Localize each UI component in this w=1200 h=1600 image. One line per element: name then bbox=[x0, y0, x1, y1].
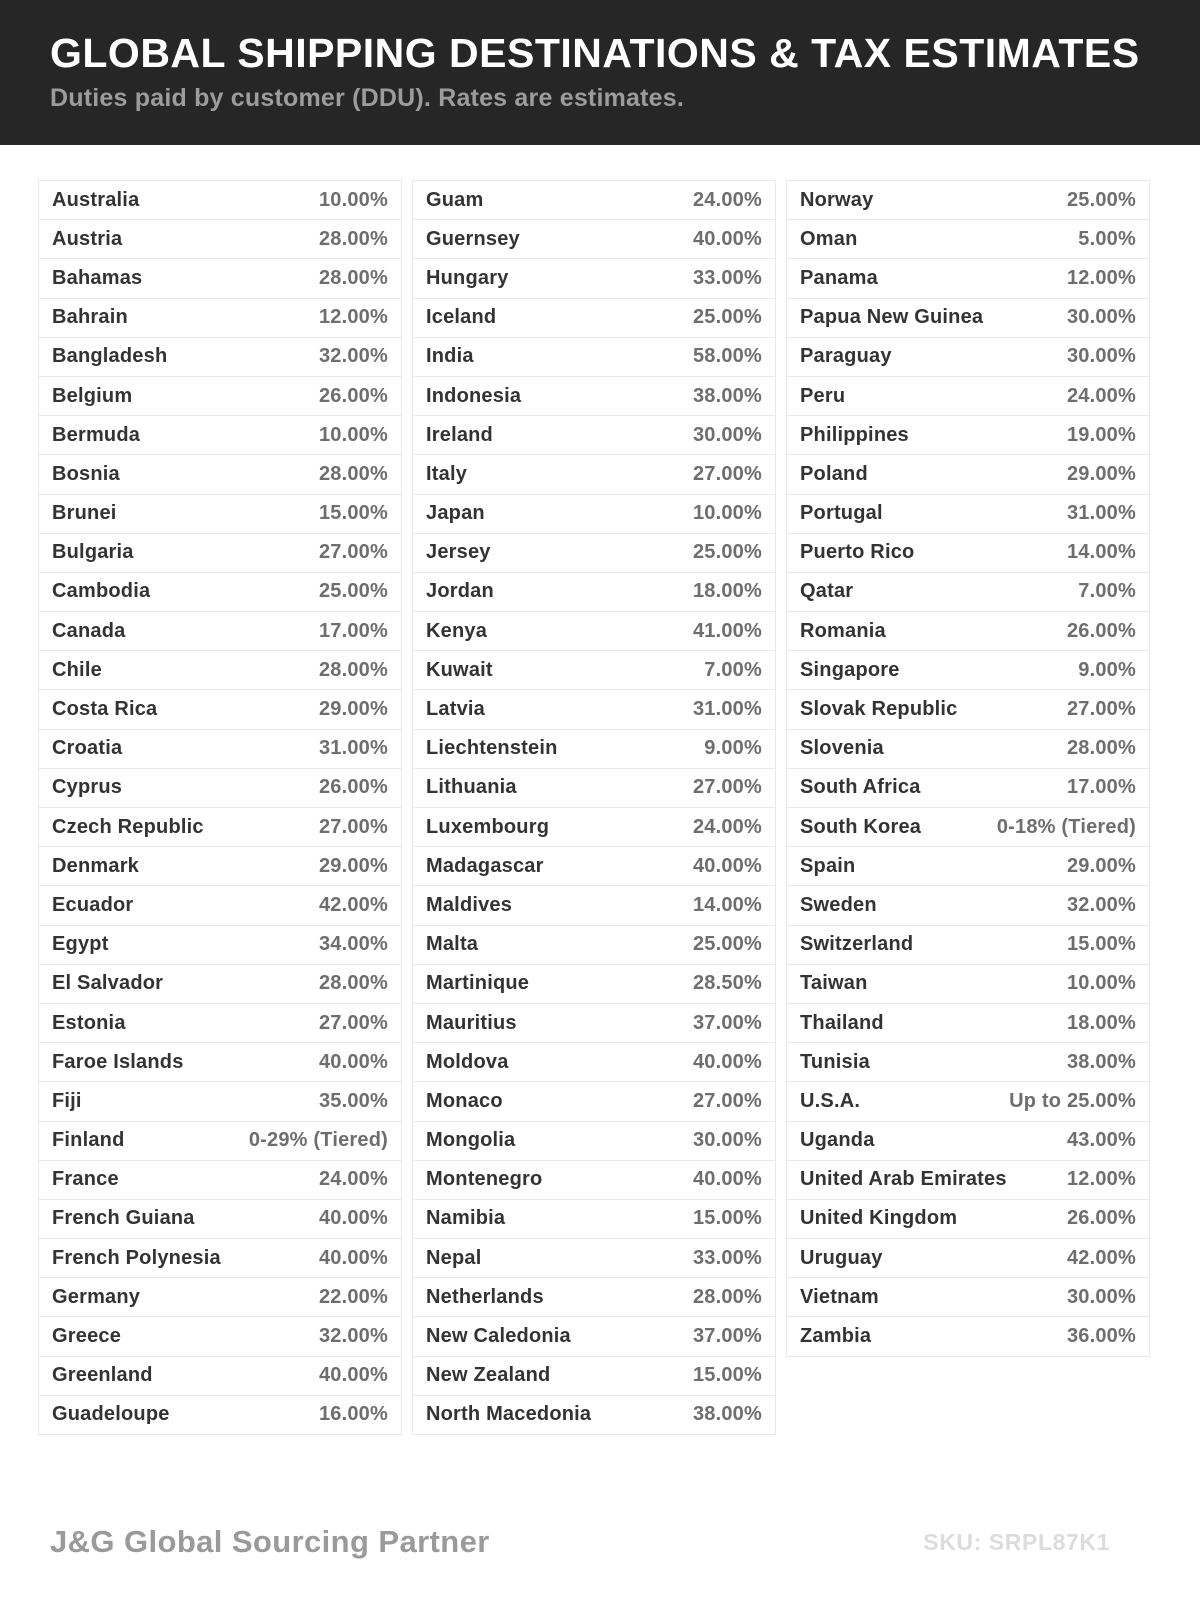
country-label: Bahrain bbox=[52, 306, 128, 329]
country-label: Bermuda bbox=[52, 423, 141, 446]
tax-rate-value: 24.00% bbox=[692, 815, 762, 838]
table-row bbox=[413, 377, 775, 416]
tax-rate-value: 10.00% bbox=[318, 423, 388, 446]
tax-rate-value: 28.00% bbox=[692, 1285, 762, 1308]
table-row bbox=[787, 299, 1149, 338]
tax-rate-value: 31.00% bbox=[692, 698, 762, 721]
country-label: Bahamas bbox=[52, 266, 143, 289]
table-column-1 bbox=[38, 180, 402, 1435]
table-row bbox=[787, 1122, 1149, 1161]
tax-rate-value: 32.00% bbox=[1066, 893, 1136, 916]
country-label: Greenland bbox=[52, 1364, 153, 1387]
tax-rate-value: 0-18% (Tiered) bbox=[996, 815, 1136, 838]
country-label: Malta bbox=[426, 933, 479, 956]
tax-rate-value: 25.00% bbox=[1066, 188, 1136, 211]
table-row bbox=[413, 534, 775, 573]
tax-rate-value: 31.00% bbox=[1066, 502, 1136, 525]
country-label: Spain bbox=[800, 854, 856, 877]
country-label: Slovak Republic bbox=[800, 698, 958, 721]
country-label: United Arab Emirates bbox=[800, 1168, 1007, 1191]
country-label: Costa Rica bbox=[52, 698, 158, 721]
country-label: Oman bbox=[800, 227, 858, 250]
tax-rate-value: 29.00% bbox=[1066, 854, 1136, 877]
country-label: Croatia bbox=[52, 737, 123, 760]
table-row bbox=[39, 299, 401, 338]
country-label: North Macedonia bbox=[426, 1403, 592, 1426]
tax-rate-value: 17.00% bbox=[318, 619, 388, 642]
table-row bbox=[787, 1082, 1149, 1121]
table-row bbox=[39, 769, 401, 808]
tax-rate-value: 32.00% bbox=[318, 345, 388, 368]
table-row bbox=[787, 965, 1149, 1004]
country-label: Panama bbox=[800, 266, 878, 289]
tax-rate-value: 26.00% bbox=[1066, 619, 1136, 642]
country-label: Zambia bbox=[800, 1325, 872, 1348]
tax-rate-value: 7.00% bbox=[1078, 580, 1136, 603]
tax-rate-value: 40.00% bbox=[692, 1050, 762, 1073]
table-row bbox=[413, 573, 775, 612]
country-label: Moldova bbox=[426, 1050, 509, 1073]
tax-rate-value: 24.00% bbox=[692, 188, 762, 211]
table-row bbox=[39, 534, 401, 573]
country-label: Lithuania bbox=[426, 776, 517, 799]
tax-rate-value: 40.00% bbox=[318, 1364, 388, 1387]
tax-rate-value: 40.00% bbox=[318, 1207, 388, 1230]
country-label: Papua New Guinea bbox=[800, 306, 984, 329]
tax-rate-value: 10.00% bbox=[1066, 972, 1136, 995]
tax-rate-value: 28.00% bbox=[1066, 737, 1136, 760]
tax-rate-value: 24.00% bbox=[1066, 384, 1136, 407]
country-label: Ecuador bbox=[52, 893, 134, 916]
table-row bbox=[413, 1122, 775, 1161]
tax-rate-value: 10.00% bbox=[692, 502, 762, 525]
tax-rate-value: 38.00% bbox=[692, 1403, 762, 1426]
tax-rate-value: 7.00% bbox=[704, 658, 762, 681]
tax-rate-value: 15.00% bbox=[1066, 933, 1136, 956]
tax-rate-value: 9.00% bbox=[1078, 658, 1136, 681]
table-row bbox=[413, 651, 775, 690]
tax-rate-value: 24.00% bbox=[318, 1168, 388, 1191]
tax-rate-value: 31.00% bbox=[318, 737, 388, 760]
country-label: Chile bbox=[52, 658, 102, 681]
country-label: Japan bbox=[426, 502, 485, 525]
table-row bbox=[39, 220, 401, 259]
table-row bbox=[413, 808, 775, 847]
country-label: Sweden bbox=[800, 893, 877, 916]
tax-rate-value: 12.00% bbox=[318, 306, 388, 329]
tax-rate-value: 15.00% bbox=[692, 1364, 762, 1387]
table-row bbox=[413, 965, 775, 1004]
table-row bbox=[39, 1317, 401, 1356]
country-label: Jersey bbox=[426, 541, 491, 564]
country-label: Uganda bbox=[800, 1129, 875, 1152]
table-row bbox=[39, 1082, 401, 1121]
table-row bbox=[413, 769, 775, 808]
tax-rate-value: 27.00% bbox=[1066, 698, 1136, 721]
table-row bbox=[39, 573, 401, 612]
table-row bbox=[39, 181, 401, 220]
tax-rate-value: 22.00% bbox=[318, 1285, 388, 1308]
tax-rate-value: 37.00% bbox=[692, 1325, 762, 1348]
country-label: India bbox=[426, 345, 474, 368]
table-row bbox=[39, 886, 401, 925]
tax-rate-value: 40.00% bbox=[692, 227, 762, 250]
table-row bbox=[413, 926, 775, 965]
tax-rate-value: 43.00% bbox=[1066, 1129, 1136, 1152]
table-row bbox=[787, 1043, 1149, 1082]
table-row bbox=[787, 220, 1149, 259]
table-row bbox=[413, 886, 775, 925]
table-row bbox=[39, 455, 401, 494]
country-label: Puerto Rico bbox=[800, 541, 915, 564]
table-row bbox=[39, 612, 401, 651]
country-label: Liechtenstein bbox=[426, 737, 558, 760]
country-label: Tunisia bbox=[800, 1050, 870, 1073]
country-label: Thailand bbox=[800, 1011, 884, 1034]
tax-rate-value: 26.00% bbox=[1066, 1207, 1136, 1230]
table-row bbox=[413, 1239, 775, 1278]
country-label: Finland bbox=[52, 1129, 125, 1152]
country-label: Uruguay bbox=[800, 1246, 883, 1269]
tax-rate-value: 9.00% bbox=[704, 737, 762, 760]
tax-rate-value: 40.00% bbox=[318, 1050, 388, 1073]
country-label: Guam bbox=[426, 188, 484, 211]
page-title: GLOBAL SHIPPING DESTINATIONS & TAX ESTIMATES bbox=[50, 29, 1140, 76]
country-label: Montenegro bbox=[426, 1168, 543, 1191]
brand-name: J&G Global Sourcing Partner bbox=[50, 1524, 490, 1559]
tax-rate-value: 29.00% bbox=[318, 854, 388, 877]
table-row bbox=[413, 259, 775, 298]
table-row bbox=[413, 455, 775, 494]
table-row bbox=[787, 338, 1149, 377]
tax-rate-value: 38.00% bbox=[692, 384, 762, 407]
table-row bbox=[413, 220, 775, 259]
country-label: Paraguay bbox=[800, 345, 892, 368]
table-row bbox=[413, 1200, 775, 1239]
table-row bbox=[39, 1239, 401, 1278]
table-row bbox=[39, 1278, 401, 1317]
table-row bbox=[39, 847, 401, 886]
table-row bbox=[787, 1317, 1149, 1355]
country-label: Bulgaria bbox=[52, 541, 134, 564]
tax-rate-value: 28.00% bbox=[318, 972, 388, 995]
table-row bbox=[39, 1161, 401, 1200]
country-label: Canada bbox=[52, 619, 126, 642]
page-header bbox=[0, 0, 1200, 145]
country-label: Australia bbox=[52, 188, 140, 211]
table-row bbox=[787, 926, 1149, 965]
tax-rate-value: 10.00% bbox=[318, 188, 388, 211]
country-label: Romania bbox=[800, 619, 886, 642]
country-label: Jordan bbox=[426, 580, 494, 603]
tax-rate-value: Up to 25.00% bbox=[1009, 1089, 1136, 1112]
tax-rate-value: 40.00% bbox=[692, 854, 762, 877]
tax-rate-value: 28.00% bbox=[318, 658, 388, 681]
tax-rate-value: 42.00% bbox=[1066, 1246, 1136, 1269]
table-row bbox=[787, 690, 1149, 729]
table-row bbox=[787, 181, 1149, 220]
country-label: Cambodia bbox=[52, 580, 151, 603]
tax-rate-value: 40.00% bbox=[692, 1168, 762, 1191]
tax-rate-value: 26.00% bbox=[318, 384, 388, 407]
table-row bbox=[39, 965, 401, 1004]
country-label: Hungary bbox=[426, 266, 509, 289]
table-row bbox=[413, 338, 775, 377]
table-row bbox=[787, 1200, 1149, 1239]
country-label: Guernsey bbox=[426, 227, 520, 250]
table-row bbox=[39, 1396, 401, 1434]
tax-rate-value: 58.00% bbox=[692, 345, 762, 368]
country-label: Madagascar bbox=[426, 854, 544, 877]
country-label: Brunei bbox=[52, 502, 117, 525]
tax-rate-value: 16.00% bbox=[318, 1403, 388, 1426]
country-label: Czech Republic bbox=[52, 815, 204, 838]
table-row bbox=[413, 1043, 775, 1082]
country-label: Italy bbox=[426, 462, 468, 485]
tax-rate-value: 41.00% bbox=[692, 619, 762, 642]
table-row bbox=[787, 1004, 1149, 1043]
table-row bbox=[413, 495, 775, 534]
table-row bbox=[39, 259, 401, 298]
table-row bbox=[39, 377, 401, 416]
tax-rate-table bbox=[38, 180, 1150, 1435]
tax-rate-value: 30.00% bbox=[1066, 345, 1136, 368]
country-label: South Korea bbox=[800, 815, 922, 838]
table-row bbox=[39, 495, 401, 534]
tax-rate-value: 27.00% bbox=[318, 815, 388, 838]
table-row bbox=[39, 651, 401, 690]
country-label: Iceland bbox=[426, 306, 497, 329]
country-label: Maldives bbox=[426, 893, 513, 916]
table-row bbox=[413, 1082, 775, 1121]
country-label: Martinique bbox=[426, 972, 530, 995]
country-label: Cyprus bbox=[52, 776, 123, 799]
tax-rate-value: 25.00% bbox=[692, 933, 762, 956]
tax-rate-value: 35.00% bbox=[318, 1089, 388, 1112]
country-label: Portugal bbox=[800, 502, 883, 525]
table-row bbox=[787, 377, 1149, 416]
table-row bbox=[39, 1357, 401, 1396]
country-label: French Guiana bbox=[52, 1207, 195, 1230]
tax-rate-value: 40.00% bbox=[318, 1246, 388, 1269]
table-row bbox=[787, 1161, 1149, 1200]
country-label: Taiwan bbox=[800, 972, 868, 995]
tax-rate-value: 14.00% bbox=[1066, 541, 1136, 564]
table-row bbox=[39, 1043, 401, 1082]
tax-rate-value: 25.00% bbox=[692, 306, 762, 329]
country-label: Slovenia bbox=[800, 737, 884, 760]
country-label: South Africa bbox=[800, 776, 921, 799]
table-row bbox=[787, 886, 1149, 925]
table-row bbox=[787, 495, 1149, 534]
country-label: Mongolia bbox=[426, 1129, 516, 1152]
country-label: Kuwait bbox=[426, 658, 493, 681]
table-row bbox=[413, 847, 775, 886]
sku-label: SKU: SRPL87K1 bbox=[923, 1528, 1110, 1555]
country-label: Latvia bbox=[426, 698, 486, 721]
country-label: Poland bbox=[800, 462, 868, 485]
table-row bbox=[413, 1278, 775, 1317]
country-label: U.S.A. bbox=[800, 1089, 861, 1112]
table-row bbox=[787, 808, 1149, 847]
table-row bbox=[413, 1357, 775, 1396]
tax-rate-value: 28.00% bbox=[318, 462, 388, 485]
country-label: Nepal bbox=[426, 1246, 482, 1269]
tax-rate-value: 33.00% bbox=[692, 1246, 762, 1269]
table-row bbox=[787, 651, 1149, 690]
table-row bbox=[39, 808, 401, 847]
table-row bbox=[787, 1278, 1149, 1317]
country-label: France bbox=[52, 1168, 119, 1191]
country-label: Denmark bbox=[52, 854, 139, 877]
tax-rate-value: 28.00% bbox=[318, 227, 388, 250]
country-label: New Caledonia bbox=[426, 1325, 571, 1348]
tax-rate-value: 12.00% bbox=[1066, 266, 1136, 289]
tax-rate-value: 12.00% bbox=[1066, 1168, 1136, 1191]
country-label: Belgium bbox=[52, 384, 133, 407]
country-label: Ireland bbox=[426, 423, 493, 446]
table-row bbox=[787, 847, 1149, 886]
table-row bbox=[39, 1122, 401, 1161]
table-row bbox=[413, 299, 775, 338]
country-label: Netherlands bbox=[426, 1285, 544, 1308]
table-row bbox=[39, 926, 401, 965]
country-label: Namibia bbox=[426, 1207, 506, 1230]
tax-rate-value: 30.00% bbox=[692, 1129, 762, 1152]
table-row bbox=[39, 416, 401, 455]
tax-rate-value: 18.00% bbox=[1066, 1011, 1136, 1034]
tax-rate-value: 15.00% bbox=[318, 502, 388, 525]
country-label: Monaco bbox=[426, 1089, 503, 1112]
table-row bbox=[413, 730, 775, 769]
tax-rate-value: 28.00% bbox=[318, 266, 388, 289]
page-footer bbox=[50, 1524, 1110, 1560]
country-label: Estonia bbox=[52, 1011, 126, 1034]
tax-rate-value: 29.00% bbox=[1066, 462, 1136, 485]
country-label: Bosnia bbox=[52, 462, 120, 485]
table-column-2 bbox=[412, 180, 776, 1435]
country-label: Norway bbox=[800, 188, 874, 211]
table-row bbox=[413, 1161, 775, 1200]
country-label: Faroe Islands bbox=[52, 1050, 184, 1073]
tax-rate-value: 26.00% bbox=[318, 776, 388, 799]
country-label: Indonesia bbox=[426, 384, 522, 407]
table-row bbox=[39, 338, 401, 377]
tax-rate-value: 42.00% bbox=[318, 893, 388, 916]
country-label: Peru bbox=[800, 384, 846, 407]
tax-rate-value: 27.00% bbox=[318, 1011, 388, 1034]
tax-rate-value: 30.00% bbox=[1066, 306, 1136, 329]
tax-rate-value: 36.00% bbox=[1066, 1325, 1136, 1348]
table-row bbox=[413, 1317, 775, 1356]
tax-rate-value: 27.00% bbox=[692, 1089, 762, 1112]
tax-rate-value: 19.00% bbox=[1066, 423, 1136, 446]
table-row bbox=[787, 730, 1149, 769]
page-subtitle: Duties paid by customer (DDU). Rates are estimates. bbox=[50, 84, 685, 113]
table-row bbox=[787, 612, 1149, 651]
tax-rate-value: 37.00% bbox=[692, 1011, 762, 1034]
country-label: Fiji bbox=[52, 1089, 82, 1112]
table-row bbox=[787, 259, 1149, 298]
tax-rate-value: 28.50% bbox=[692, 972, 762, 995]
table-row bbox=[413, 416, 775, 455]
table-column-3 bbox=[786, 180, 1150, 1357]
country-label: Egypt bbox=[52, 933, 109, 956]
tax-rate-value: 33.00% bbox=[692, 266, 762, 289]
table-row bbox=[787, 573, 1149, 612]
table-row bbox=[787, 534, 1149, 573]
table-row bbox=[413, 1004, 775, 1043]
tax-rate-value: 34.00% bbox=[318, 933, 388, 956]
country-label: United Kingdom bbox=[800, 1207, 958, 1230]
table-row bbox=[39, 730, 401, 769]
table-row bbox=[787, 416, 1149, 455]
tax-rate-value: 15.00% bbox=[692, 1207, 762, 1230]
country-label: Switzerland bbox=[800, 933, 914, 956]
tax-rate-value: 30.00% bbox=[692, 423, 762, 446]
country-label: Vietnam bbox=[800, 1285, 879, 1308]
tax-rate-value: 5.00% bbox=[1078, 227, 1136, 250]
tax-rate-value: 27.00% bbox=[318, 541, 388, 564]
table-row bbox=[413, 1396, 775, 1434]
tax-rate-value: 27.00% bbox=[692, 776, 762, 799]
country-label: Bangladesh bbox=[52, 345, 168, 368]
tax-rate-value: 25.00% bbox=[318, 580, 388, 603]
table-row bbox=[413, 612, 775, 651]
country-label: Qatar bbox=[800, 580, 854, 603]
tax-rate-value: 27.00% bbox=[692, 462, 762, 485]
country-label: Mauritius bbox=[426, 1011, 517, 1034]
country-label: Austria bbox=[52, 227, 123, 250]
country-label: Germany bbox=[52, 1285, 141, 1308]
table-row bbox=[39, 690, 401, 729]
tax-rate-value: 25.00% bbox=[692, 541, 762, 564]
tax-rate-value: 18.00% bbox=[692, 580, 762, 603]
table-row bbox=[787, 1239, 1149, 1278]
country-label: Kenya bbox=[426, 619, 488, 642]
country-label: Singapore bbox=[800, 658, 900, 681]
table-row bbox=[413, 690, 775, 729]
country-label: Luxembourg bbox=[426, 815, 550, 838]
tax-rate-value: 30.00% bbox=[1066, 1285, 1136, 1308]
tax-rate-value: 32.00% bbox=[318, 1325, 388, 1348]
country-label: El Salvador bbox=[52, 972, 164, 995]
tax-rate-value: 29.00% bbox=[318, 698, 388, 721]
tax-rate-value: 14.00% bbox=[692, 893, 762, 916]
country-label: Philippines bbox=[800, 423, 909, 446]
table-row bbox=[413, 181, 775, 220]
table-row bbox=[787, 455, 1149, 494]
country-label: French Polynesia bbox=[52, 1246, 221, 1269]
tax-rate-value: 0-29% (Tiered) bbox=[248, 1129, 388, 1152]
table-row bbox=[39, 1200, 401, 1239]
tax-rate-value: 17.00% bbox=[1066, 776, 1136, 799]
table-row bbox=[787, 769, 1149, 808]
country-label: Guadeloupe bbox=[52, 1403, 170, 1426]
country-label: Greece bbox=[52, 1325, 122, 1348]
tax-rate-value: 38.00% bbox=[1066, 1050, 1136, 1073]
table-row bbox=[39, 1004, 401, 1043]
country-label: New Zealand bbox=[426, 1364, 551, 1387]
